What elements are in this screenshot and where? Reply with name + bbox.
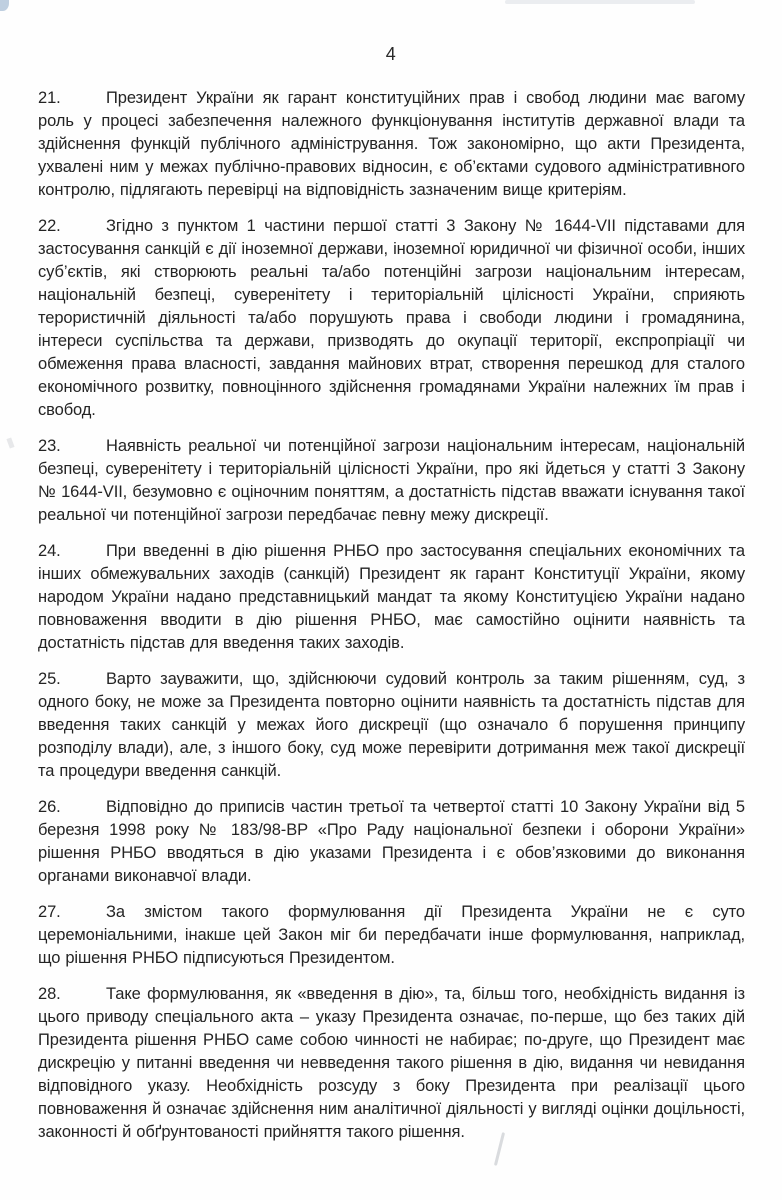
paragraph-number: 22. (38, 217, 61, 235)
paragraph-24 (38, 540, 745, 655)
paragraph-26 (38, 796, 745, 888)
paragraph-23 (38, 435, 745, 527)
paragraph-number: 28. (38, 985, 61, 1003)
paragraph-text: При введенні в дію рішення РНБО про застосування спеціальних економічних та інших обмежувальних заходів (санкцій) Президент як гарант Конституції України, якому народом України надано представницький мандат та якому Конституцією України надано повноваження вводити в дію рішення РНБО, має самостійно оцінити наявність та достатність підстав для введення таких заходів. (38, 542, 745, 652)
paragraph-text: Згідно з пунктом 1 частини першої статті 3 Закону № 1644-VII підставами для застосування санкцій є дії іноземної держави, іноземної юридичної чи фізичної особи, інших суб’єктів, які створюють реальні та/або потенційні загрози національним інтересам, національній безпеці, суверенітету і територіальній цілісності України, сприяють терористичній діяльності та/або порушують права і свободи людини і громадянина, інтереси суспільства та держави, призводять до окупації території, експропріації чи обмеження права власності, завдання майнових втрат, створення перешкод для сталого економічного розвитку, повноцінного здійснення громадянами України належних їм прав і свобод. (38, 217, 745, 419)
paragraph-number: 21. (38, 89, 61, 107)
paragraph-27 (38, 901, 745, 970)
paragraph-text: Наявність реальної чи потенційної загрози національним інтересам, національній безпеці, суверенітету і територіальній цілісності України, про які йдеться у статті 3 Закону № 1644-VII, безумовно є оціночним поняттям, а достатність підстав вважати існування такої реальної чи потенційної загрози передбачає певну межу дискреції. (38, 437, 745, 524)
paragraph-text: Відповідно до приписів частин третьої та четвертої статті 10 Закону України від 5 березня 1998 року № 183/98-ВР «Про Раду національної безпеки і оборони України» рішення РНБО вводяться в дію указами Президента і є обов’язковими до виконання органами виконавчої влади. (38, 798, 745, 885)
paragraph-28 (38, 983, 745, 1144)
paragraph-22 (38, 215, 745, 422)
paragraph-number: 23. (38, 437, 61, 455)
scan-artifact (6, 437, 14, 448)
paragraph-number: 26. (38, 798, 61, 816)
paragraph-text: Таке формулювання, як «введення в дію», та, більш того, необхідність видання із цього приводу спеціального акта – указу Президента означає, по-перше, що без таких дій Президента рішення РНБО саме собою чинності не набирає; по-друге, що Президент має дискрецію у питанні введення чи невведення такого рішення в дію, видання чи невидання відповідного указу. Необхідність розсуду з боку Президента при реалізації цього повноваження й означає здійснення ним аналітичної діяльності у вигляді оцінки доцільності, законності й обґрунтованості прийняття такого рішення. (38, 985, 745, 1141)
paragraph-number: 27. (38, 903, 61, 921)
paragraph-text: Президент України як гарант конституційних прав і свобод людини має вагому роль у процесі забезпечення належного функціонування інститутів державної влади та здійснення функцій публічного адміністрування. Тож закономірно, що акти Президента, ухвалені ним у межах публічно-правових відносин, є об’єктами судового адміністративного контролю, підлягають перевірці на відповідність зазначеним вище критеріям. (38, 89, 745, 199)
page-number: 4 (385, 44, 397, 64)
paragraph-number: 24. (38, 542, 61, 560)
document-body (38, 87, 745, 1144)
paragraph-text: За змістом такого формулювання дії Президента України не є суто церемоніальними, інакше цей Закон міг би передбачати інше формулювання, наприклад, що рішення РНБО підписуються Президентом. (38, 903, 745, 967)
paragraph-number: 25. (38, 670, 61, 688)
paragraph-25 (38, 668, 745, 783)
paragraph-text: Варто зауважити, що, здійснюючи судовий контроль за таким рішенням, суд, з одного боку, не може за Президента повторно оцінити наявність та достатність підстав для введення таких санкцій у межах його дискреції (що означало б порушення принципу розподілу влади), але, з іншого боку, суд може перевірити дотримання меж такої дискреції та процедури введення санкцій. (38, 670, 745, 780)
paragraph-21 (38, 87, 745, 202)
